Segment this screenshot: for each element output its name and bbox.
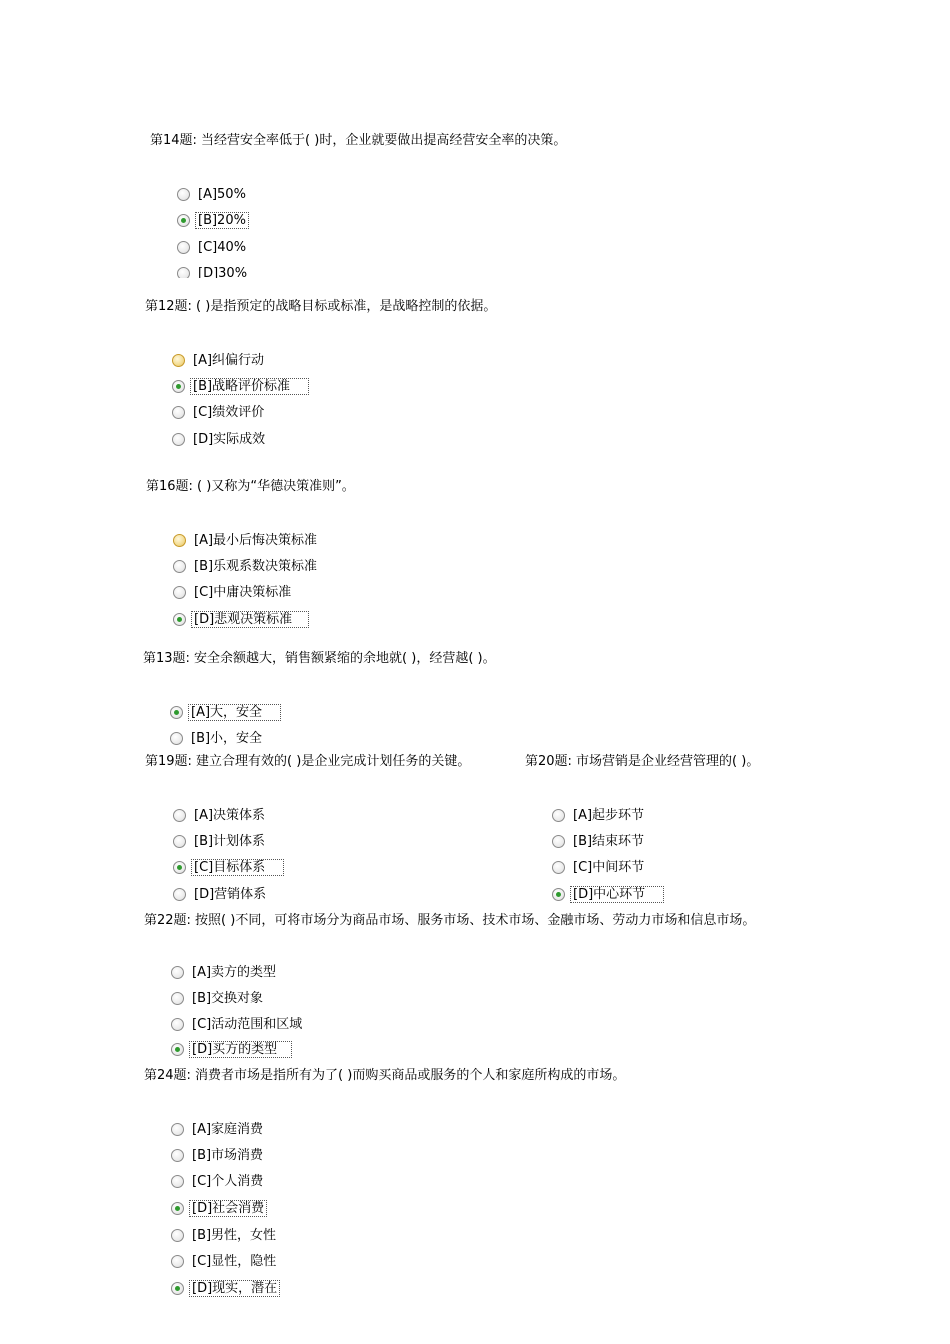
option-label: [B]计划体系 [194, 833, 266, 849]
radio-icon[interactable] [171, 1255, 184, 1268]
radio-icon[interactable] [171, 1229, 184, 1242]
q24-option-c[interactable] [171, 1172, 266, 1190]
q16-option-a[interactable] [173, 531, 320, 549]
option-label: [C]个人消费 [192, 1173, 264, 1189]
option-label: [A]家庭消费 [192, 1121, 264, 1137]
q24-option-c2[interactable] [171, 1252, 279, 1270]
radio-icon[interactable] [171, 1175, 184, 1188]
q24-option-d[interactable] [171, 1199, 267, 1217]
radio-checked-icon[interactable] [170, 706, 183, 719]
q16-option-c[interactable] [173, 583, 294, 601]
radio-checked-icon[interactable] [177, 214, 190, 227]
q24-option-a[interactable] [171, 1120, 266, 1138]
option-label: [B]小，安全 [191, 730, 263, 746]
question-13-text: 第13题: 安全余额越大，销售额紧缩的余地就( )，经营越( )。 [143, 651, 496, 666]
q20-option-c[interactable] [552, 858, 647, 876]
q24-option-b[interactable] [171, 1146, 266, 1164]
q14-option-a[interactable] [177, 185, 249, 203]
option-label: [C]目标体系 [191, 859, 284, 876]
option-label: [D]营销体系 [194, 886, 267, 902]
q20-option-d[interactable] [552, 885, 664, 903]
radio-checked-icon[interactable] [171, 1043, 184, 1056]
q19-option-d[interactable] [173, 885, 269, 903]
q13-option-b[interactable] [170, 729, 265, 747]
q20-option-b[interactable] [552, 832, 647, 850]
radio-checked-icon[interactable] [173, 861, 186, 874]
option-label: [C]绩效评价 [193, 404, 265, 420]
option-label: [D]买方的类型 [189, 1041, 292, 1058]
radio-icon[interactable] [177, 267, 190, 279]
q20-option-a[interactable] [552, 806, 647, 824]
q14-option-d-clip [177, 264, 297, 278]
radio-icon[interactable] [552, 861, 565, 874]
q19-option-b[interactable] [173, 832, 268, 850]
option-label: [B]20% [195, 212, 249, 229]
q22-option-c[interactable] [171, 1015, 305, 1033]
option-label: [A]大，安全 [188, 704, 281, 721]
option-label: [A]50% [198, 186, 246, 202]
radio-icon[interactable] [171, 992, 184, 1005]
q13-option-a[interactable] [170, 703, 281, 721]
radio-icon[interactable] [173, 586, 186, 599]
q22-option-b[interactable] [171, 989, 266, 1007]
radio-checked-icon[interactable] [172, 380, 185, 393]
radio-checked-icon[interactable] [552, 888, 565, 901]
option-label: [C]中庸决策标准 [194, 584, 292, 600]
option-label: [D]社会消费 [189, 1200, 267, 1217]
q22-option-d[interactable] [171, 1040, 292, 1058]
radio-icon[interactable] [170, 732, 183, 745]
option-label: [D]悲观决策标准 [191, 611, 309, 628]
question-14-text: 第14题: 当经营安全率低于( )时，企业就要做出提高经营安全率的决策。 [150, 133, 567, 148]
radio-checked-icon[interactable] [171, 1282, 184, 1295]
q16-option-b[interactable] [173, 557, 320, 575]
question-20-text: 第20题: 市场营销是企业经营管理的( )。 [525, 754, 760, 769]
option-label: [B]交换对象 [192, 990, 264, 1006]
question-22-text: 第22题: 按照( )不同，可将市场分为商品市场、服务市场、技术市场、金融市场、劳动力市场和信息市场。 [144, 913, 756, 928]
option-label: [C]中间环节 [573, 859, 645, 875]
q24-option-b2[interactable] [171, 1226, 279, 1244]
q12-option-a[interactable] [172, 351, 267, 369]
q14-option-c[interactable] [177, 238, 249, 256]
option-label: [B]乐观系数决策标准 [194, 558, 318, 574]
radio-icon[interactable] [177, 188, 190, 201]
option-label: [C]40% [198, 239, 247, 255]
q22-option-a[interactable] [171, 963, 279, 981]
radio-checked-icon[interactable] [173, 613, 186, 626]
q16-option-d[interactable] [173, 610, 309, 628]
q12-option-c[interactable] [172, 403, 267, 421]
radio-icon[interactable] [171, 966, 184, 979]
radio-icon[interactable] [177, 241, 190, 254]
radio-hover-icon[interactable] [173, 534, 186, 547]
radio-icon[interactable] [172, 433, 185, 446]
option-label: [C]显性，隐性 [192, 1253, 277, 1269]
radio-icon[interactable] [171, 1123, 184, 1136]
radio-icon[interactable] [173, 560, 186, 573]
radio-icon[interactable] [172, 406, 185, 419]
option-label: [B]男性，女性 [192, 1227, 277, 1243]
q14-option-b[interactable] [177, 211, 249, 229]
radio-icon[interactable] [552, 835, 565, 848]
option-label: [A]决策体系 [194, 807, 266, 823]
question-12-text: 第12题: ( )是指预定的战略目标或标准，是战略控制的依据。 [145, 299, 497, 314]
option-label: [A]卖方的类型 [192, 964, 277, 980]
radio-icon[interactable] [552, 809, 565, 822]
option-label: [D]实际成效 [193, 431, 266, 447]
q19-option-c[interactable] [173, 858, 284, 876]
option-label: [A]最小后悔决策标准 [194, 532, 318, 548]
option-label: [D]中心环节 [570, 886, 664, 903]
option-label: [B]市场消费 [192, 1147, 264, 1163]
option-label: [B]战略评价标准 [190, 378, 309, 395]
option-label: [A]起步环节 [573, 807, 645, 823]
q24-option-d2[interactable] [171, 1279, 280, 1297]
radio-icon[interactable] [173, 809, 186, 822]
radio-hover-icon[interactable] [172, 354, 185, 367]
q14-option-d[interactable] [177, 264, 250, 278]
radio-icon[interactable] [171, 1149, 184, 1162]
option-label: [A]纠偏行动 [193, 352, 265, 368]
q19-option-a[interactable] [173, 806, 268, 824]
question-16-text: 第16题: ( )又称为“华德决策准则”。 [146, 479, 355, 494]
radio-icon[interactable] [173, 888, 186, 901]
radio-checked-icon[interactable] [171, 1202, 184, 1215]
question-24-text: 第24题: 消费者市场是指所有为了( )而购买商品或服务的个人和家庭所构成的市场。 [144, 1068, 626, 1083]
radio-icon[interactable] [173, 835, 186, 848]
option-label: [B]结束环节 [573, 833, 645, 849]
question-19-text: 第19题: 建立合理有效的( )是企业完成计划任务的关键。 [145, 754, 471, 769]
option-label: [D]现实，潜在 [189, 1280, 280, 1297]
q12-option-b[interactable] [172, 377, 309, 395]
option-label: [D]30% [198, 265, 248, 278]
radio-icon[interactable] [171, 1018, 184, 1031]
q12-option-d[interactable] [172, 430, 268, 448]
option-label: [C]活动范围和区域 [192, 1016, 303, 1032]
